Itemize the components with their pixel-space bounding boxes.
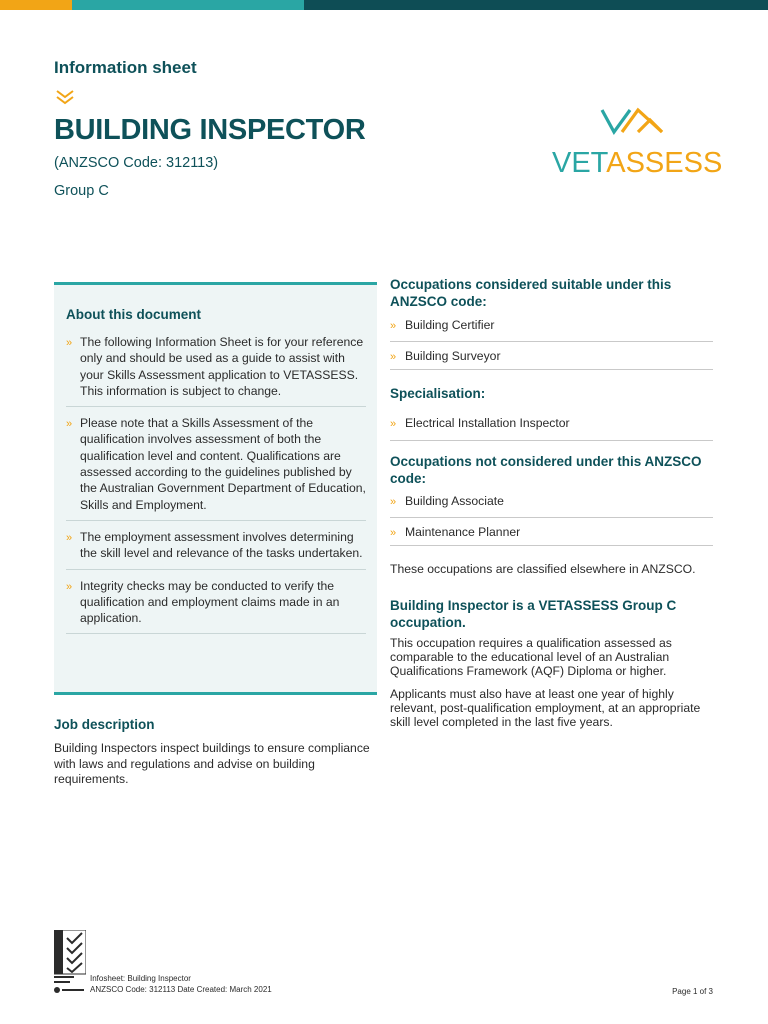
list-item: » Maintenance Planner xyxy=(390,518,713,546)
list-item: » Building Certifier xyxy=(390,314,713,342)
suitable-section xyxy=(390,277,713,370)
certified-system-badge-icon xyxy=(54,930,86,994)
page-number: Page 1 of 3 xyxy=(672,987,713,996)
panel-bottom-rule xyxy=(54,692,377,695)
list-item: » Building Surveyor xyxy=(390,342,713,370)
anzsco-code: (ANZSCO Code: 312113) xyxy=(54,155,219,171)
group-c-paragraph-1: This occupation requires a qualification assessed as comparable to the educational level of an Australian Qualifications Framework (AQF) Diploma or higher. xyxy=(390,636,672,678)
panel-top-rule xyxy=(54,282,377,285)
bullet-icon: » xyxy=(390,527,397,539)
bullet-icon: » xyxy=(390,496,397,508)
page-title: BUILDING INSPECTOR xyxy=(54,114,366,146)
suitable-heading: Occupations considered suitable under this ANZSCO code: xyxy=(390,277,672,309)
footer-line-1: Infosheet: Building Inspector xyxy=(90,974,191,983)
not-considered-note: These occupations are classified elsewhere in ANZSCO. xyxy=(390,562,696,576)
about-list xyxy=(66,334,366,642)
list-item: » Please note that a Skills Assessment of the qualification involves assessment of both the qualification level and content. Qualifications are assessed according to the guidelines published by the Australian Government Department of Education, Skills and Employment. xyxy=(66,415,366,521)
list-item: » Electrical Installation Inspector xyxy=(390,408,713,441)
suitable-list xyxy=(390,314,713,370)
logo-text-vet: VET xyxy=(552,147,607,179)
not-considered-section xyxy=(390,454,713,576)
bullet-icon: » xyxy=(390,417,397,430)
group-c-paragraph-2: Applicants must also have at least one year of highly relevant, post-qualification employment, at an appropriate skill level completed in the last five years. xyxy=(390,687,701,729)
group-c-heading: Building Inspector is a VETASSESS Group C occupation. xyxy=(390,598,677,630)
list-item: » The employment assessment involves determining the skill level and relevance of the tasks undertaken. xyxy=(66,529,366,570)
job-description-heading: Job description xyxy=(54,717,155,732)
bullet-icon: » xyxy=(66,580,73,593)
about-heading: About this document xyxy=(66,307,201,322)
top-color-bar xyxy=(0,0,768,10)
job-description-text: Building Inspectors inspect buildings to ensure compliance with laws and regulations and advise on building requirements. xyxy=(54,741,370,786)
top-bar-orange xyxy=(0,0,72,10)
not-considered-list xyxy=(390,490,713,546)
double-chevron-down-icon xyxy=(55,89,75,105)
vetassess-logo xyxy=(552,104,723,179)
info-sheet-label: Information sheet xyxy=(54,58,197,77)
list-item: » The following Information Sheet is for your reference only and should be used as a guide to assist with your Skills Assessment application to VETASSESS. This information is subject to change. xyxy=(66,334,366,407)
group-label: Group C xyxy=(54,183,109,199)
logo-mark-icon xyxy=(600,104,666,140)
list-item: » Integrity checks may be conducted to verify the qualification and employment claims made in an application. xyxy=(66,578,366,635)
bullet-icon: » xyxy=(66,531,73,544)
not-considered-heading: Occupations not considered under this ANZSCO code: xyxy=(390,454,702,486)
top-bar-teal xyxy=(72,0,304,10)
specialisation-heading: Specialisation: xyxy=(390,386,486,401)
bullet-icon: » xyxy=(390,320,397,332)
specialisation-section xyxy=(390,386,713,441)
bullet-icon: » xyxy=(66,337,73,349)
bullet-icon: » xyxy=(390,351,397,363)
specialisation-list xyxy=(390,408,713,441)
footer-info xyxy=(90,973,272,995)
top-bar-dark-teal xyxy=(304,0,768,10)
group-c-section xyxy=(390,598,713,729)
about-document-panel xyxy=(54,282,377,695)
footer-line-2: ANZSCO Code: 312113 Date Created: March 2021 xyxy=(90,985,272,994)
logo-wordmark xyxy=(552,147,722,180)
bullet-icon: » xyxy=(66,418,73,431)
list-item: » Building Associate xyxy=(390,490,713,518)
logo-text-assess: ASSESS xyxy=(606,147,723,179)
